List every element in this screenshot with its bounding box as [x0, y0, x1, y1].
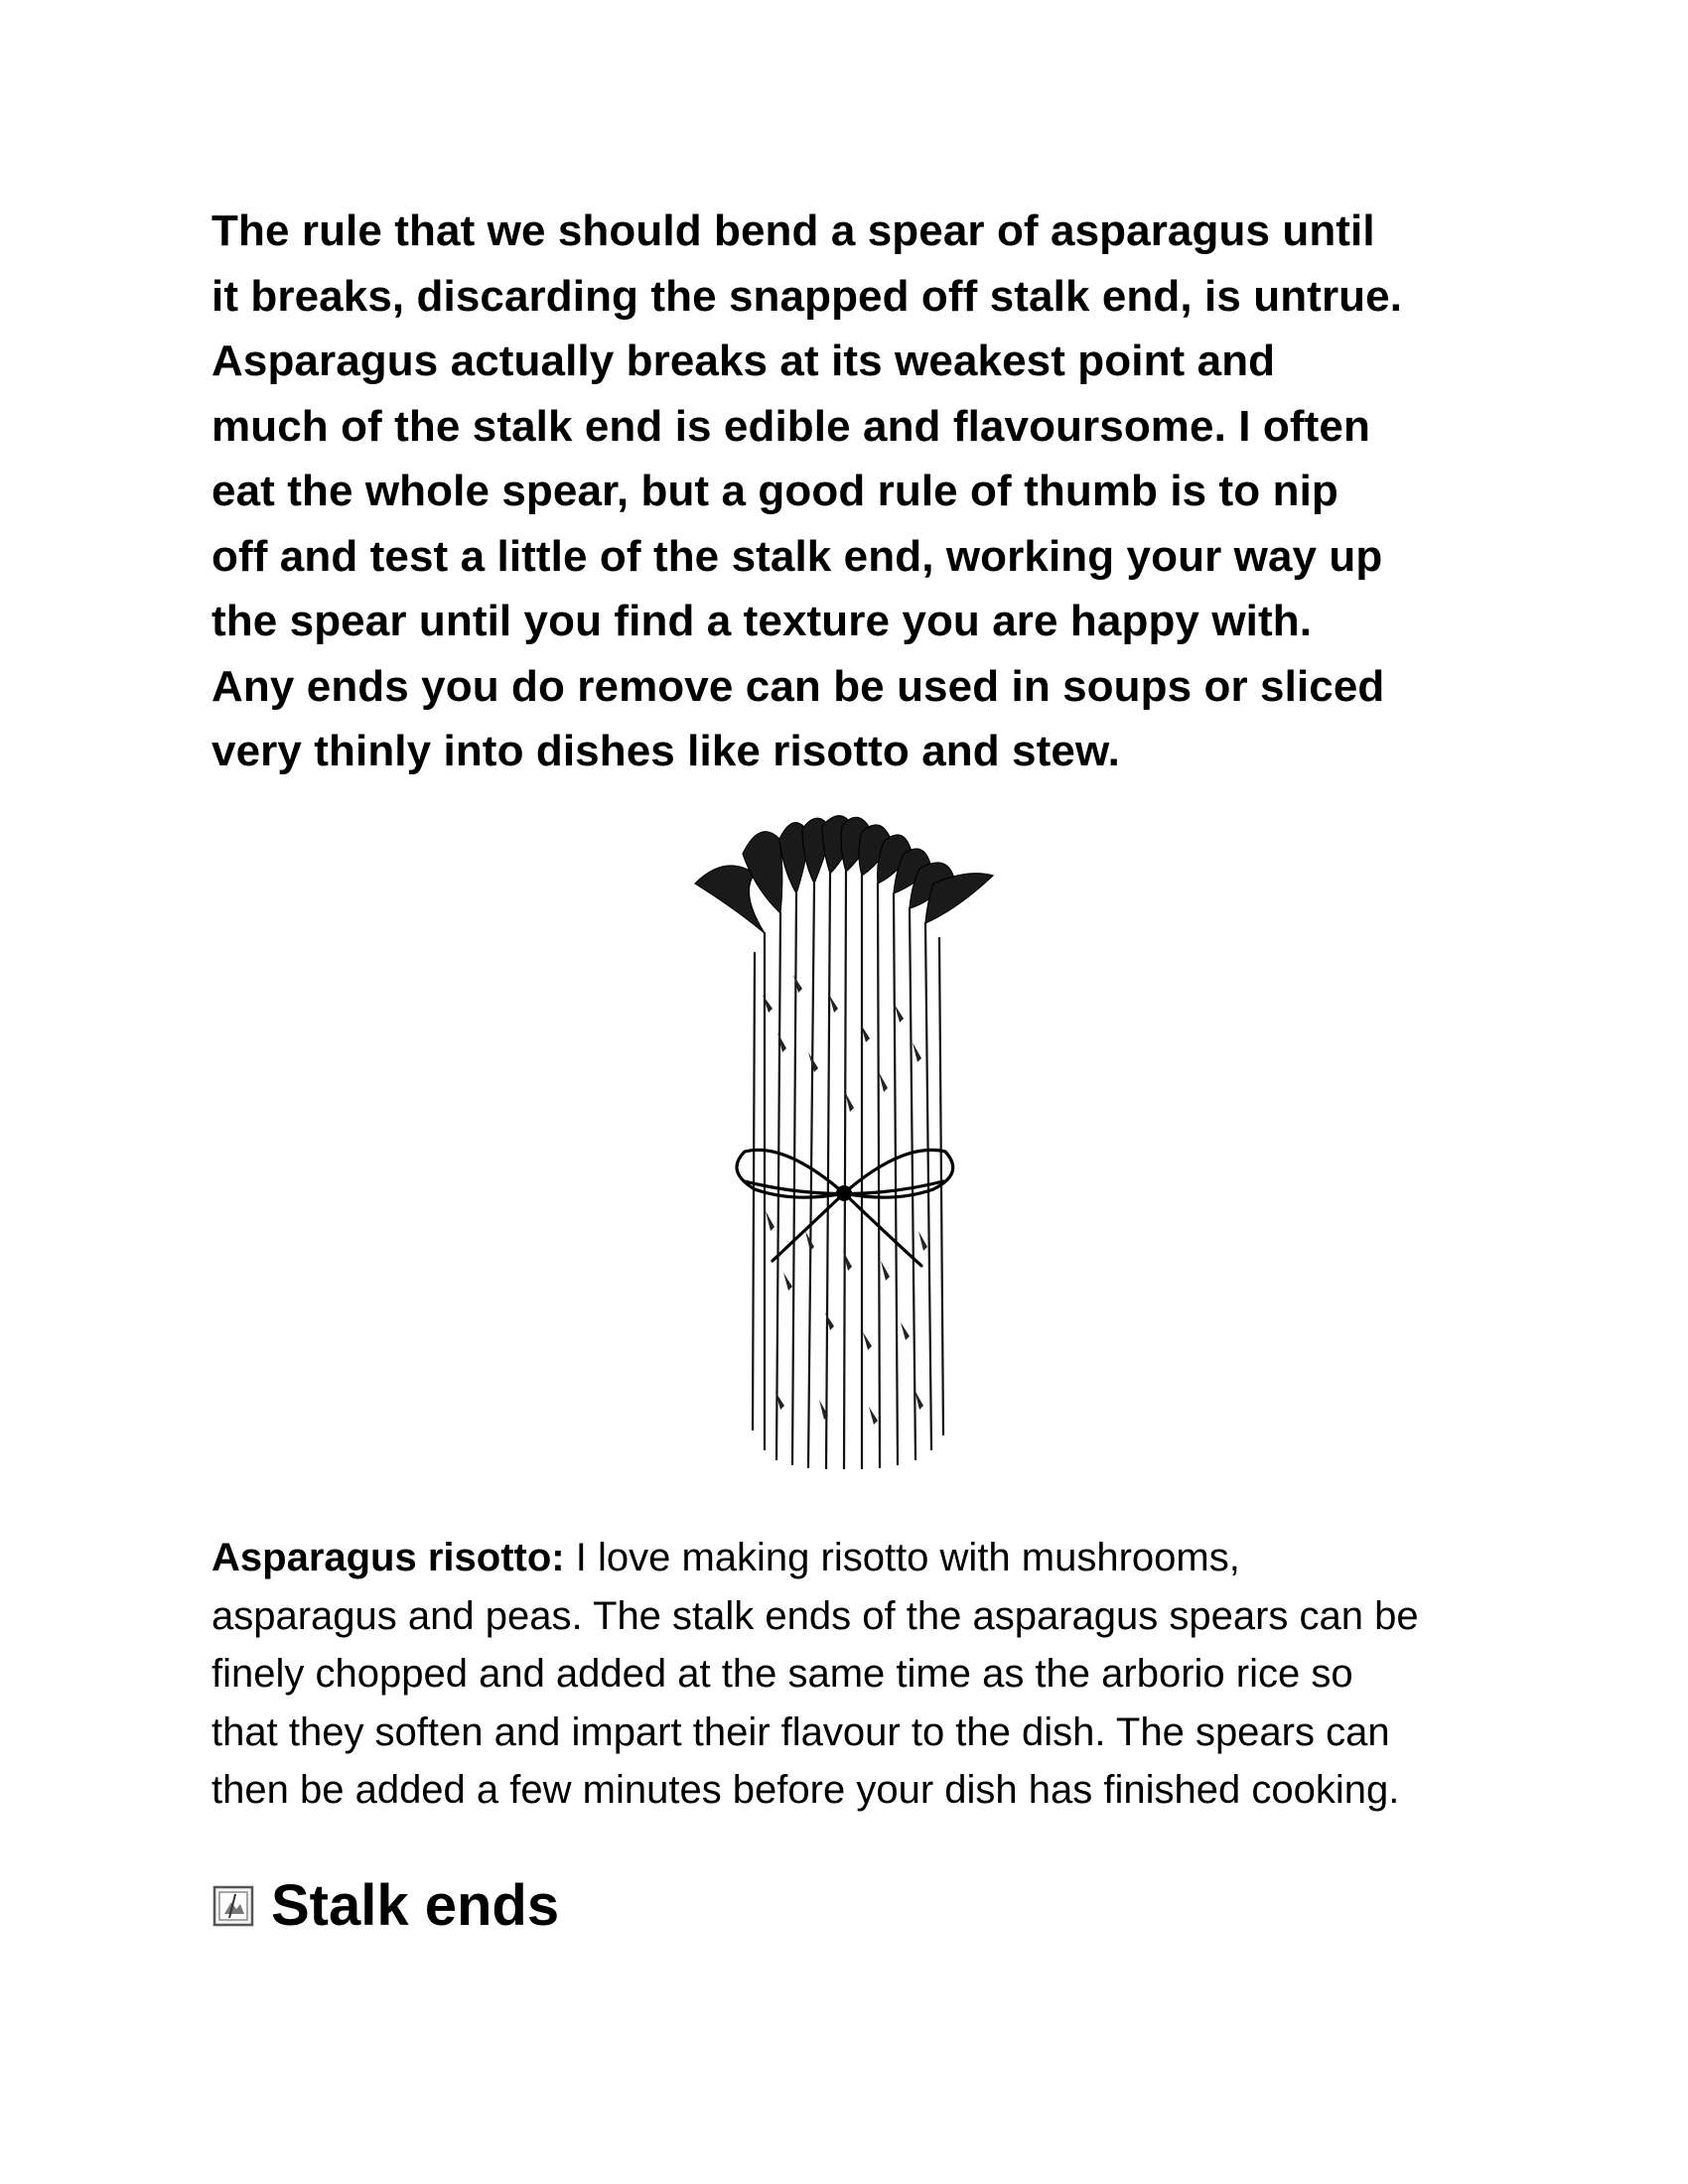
intro-paragraph — [211, 199, 1502, 784]
intro-line: Asparagus actually breaks at its weakest point and — [211, 337, 1276, 385]
intro-line: eat the whole spear, but a good rule of thumb is to nip — [211, 467, 1338, 515]
broken-image-icon — [211, 1884, 255, 1928]
asparagus-bundle-icon — [685, 814, 1003, 1469]
intro-line: it breaks, discarding the snapped off stalk end, is untrue. — [211, 271, 1403, 321]
intro-line: The rule that we should bend a spear of asparagus until — [211, 206, 1375, 255]
risotto-line: then be added a few minutes before your dish has finished cooking. — [211, 1768, 1400, 1812]
intro-line: much of the stalk end is edible and flavoursome. I often — [211, 401, 1370, 451]
risotto-lead: Asparagus risotto: — [211, 1536, 565, 1579]
risotto-line: I love making risotto with mushrooms, — [564, 1536, 1240, 1579]
intro-line: off and test a little of the stalk end, working your way up — [211, 531, 1383, 581]
intro-line: Any ends you do remove can be used in soups or sliced — [211, 661, 1385, 711]
intro-line: very thinly into dishes like risotto and stew. — [211, 727, 1120, 775]
risotto-line: asparagus and peas. The stalk ends of the asparagus spears can be — [211, 1593, 1419, 1638]
section-title: Stalk ends — [271, 1873, 560, 1938]
risotto-line: that they soften and impart their flavour to the dish. The spears can — [211, 1709, 1390, 1754]
risotto-paragraph — [211, 1529, 1502, 1820]
intro-line: the spear until you find a texture you are happy with. — [211, 597, 1313, 645]
section-heading — [211, 1866, 559, 1946]
risotto-line: finely chopped and added at the same time as the arborio rice so — [211, 1652, 1353, 1696]
